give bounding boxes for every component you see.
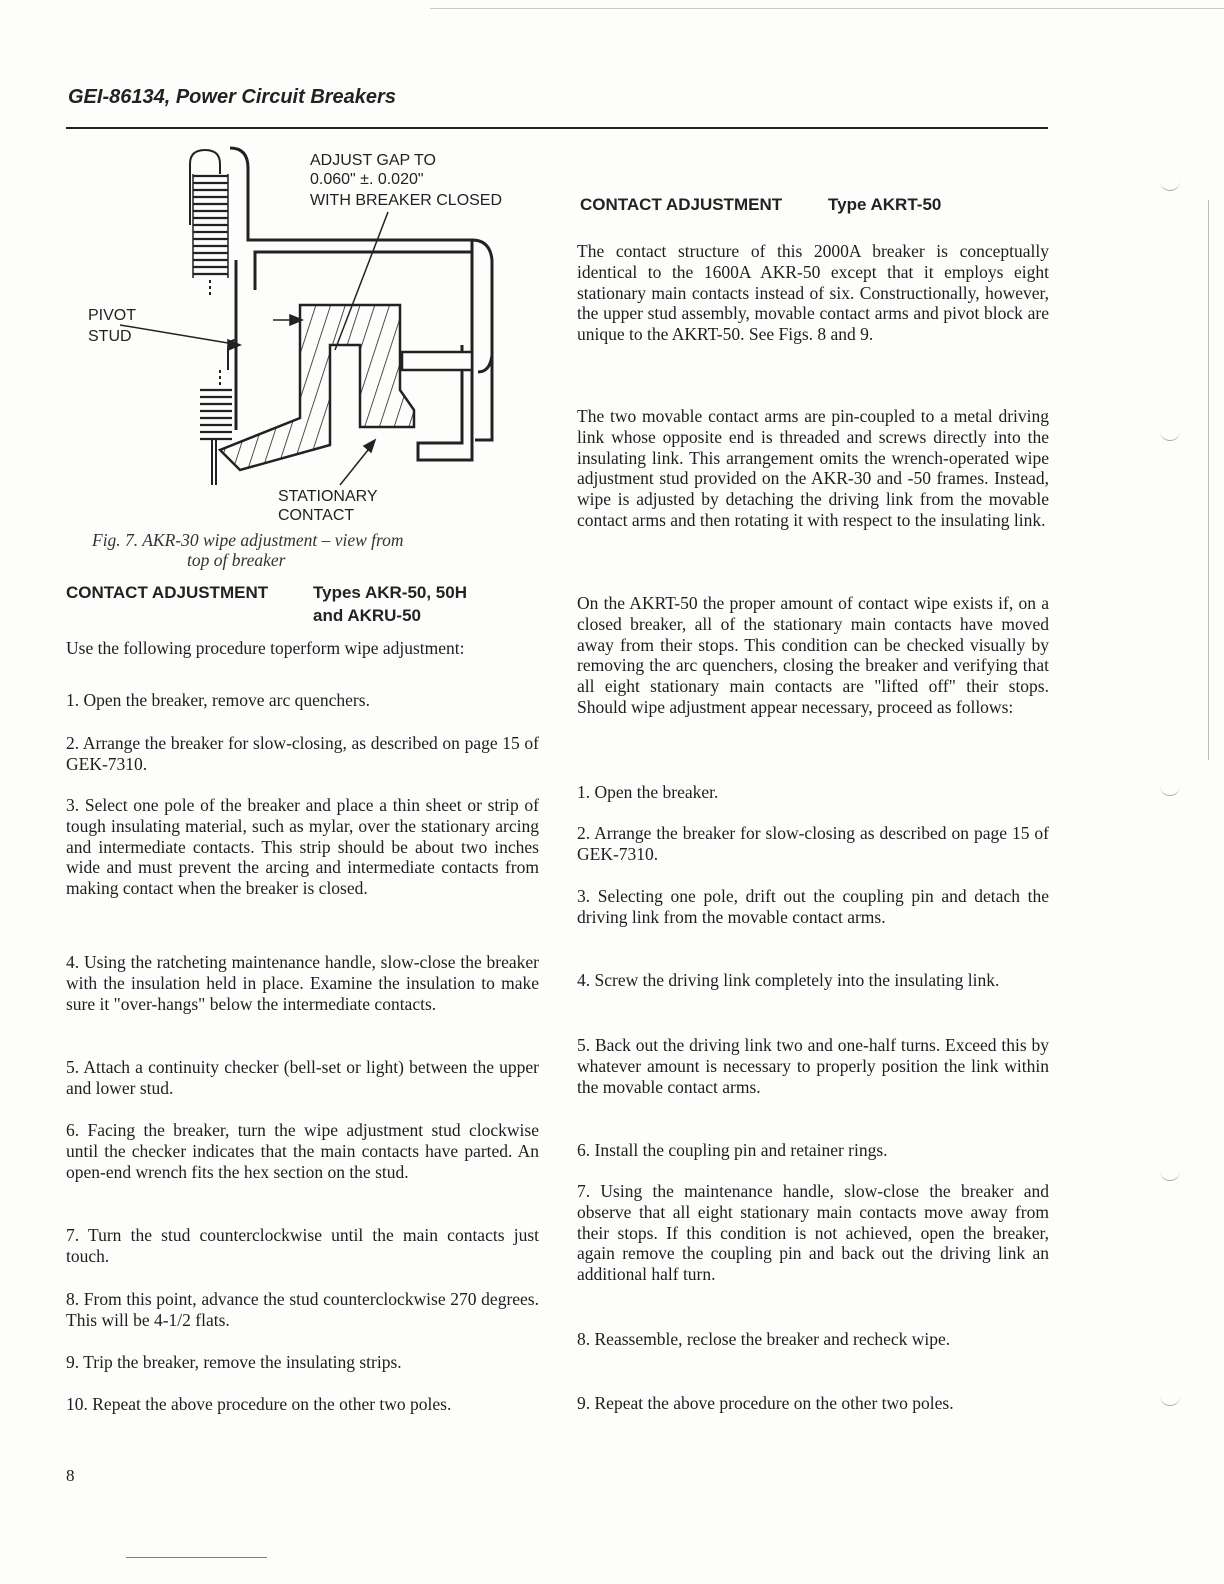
left-section-heading-label: CONTACT ADJUSTMENT <box>66 583 269 602</box>
lower-spring <box>200 340 236 485</box>
right-step-7: 7. Using the maintenance handle, slow-close the breaker and observe that all eight stationary main contacts move away from their stops. If this condition is not achieved, open the breaker, again remove the coupling pin and back out the driving link an additional half turn. <box>577 1181 1049 1285</box>
left-step-2: 2. Arrange the breaker for slow-closing, as described on page 15 of GEK-7310. <box>66 733 539 774</box>
label-adjust-gap: ADJUST GAP TO 0.060" ±. 0.020" WITH BREAKER CLOSED <box>310 152 503 209</box>
right-step-5: 5. Back out the driving link two and one-half turns. Exceed this by whatever amount is necessary to properly position the link within the movable contact arms. <box>577 1035 1049 1097</box>
left-step-7: 7. Turn the stud counterclockwise until the main contacts just touch. <box>66 1225 539 1266</box>
right-paragraph-1: The contact structure of this 2000A breaker is conceptually identical to the 1600A AKR-50 except that it employs eight stationary main contacts instead of six. Constructionally, however, the upper stud assembly, movable contact arms and pivot block are unique to the AKRT-50. See Figs. 8 and 9. <box>577 241 1049 345</box>
right-step-9: 9. Repeat the above procedure on the other two poles. <box>577 1393 954 1413</box>
left-step-1: 1. Open the breaker, remove arc quenchers. <box>66 690 370 710</box>
left-step-6: 6. Facing the breaker, turn the wipe adjustment stud clockwise until the checker indicates that the main contacts have parted. An open-end wrench fits the hex section on the stud. <box>66 1120 539 1182</box>
figure-caption <box>92 530 532 570</box>
left-step-3: 3. Select one pole of the breaker and place a thin sheet or strip of tough insulating material, such as mylar, over the stationary arcing and intermediate contacts. This strip should be about two inches wide and must prevent the arcing and intermediate contacts from making contact when the breaker is closed. <box>66 795 539 899</box>
top-edge-line <box>430 8 1224 9</box>
figure-akr30-wipe-adjustment <box>60 140 540 525</box>
edge-mark <box>1160 785 1180 796</box>
left-step-10: 10. Repeat the above procedure on the other two poles. <box>66 1394 452 1414</box>
left-step-9: 9. Trip the breaker, remove the insulating strips. <box>66 1352 402 1372</box>
edge-mark <box>1160 1170 1180 1181</box>
left-section-heading-types: Types AKR-50, 50H <box>313 583 467 602</box>
page-header: GEI-86134, Power Circuit Breakers <box>68 86 396 108</box>
right-section-heading-types: Type AKRT-50 <box>828 195 942 214</box>
right-paragraph-2: The two movable contact arms are pin-coupled to a metal driving link whose opposite end is threaded and screws directly into the insulating link. This arrangement omits the wrench-operated wipe adjustment stud provided on the AKR-30 and -50 frames. Instead, wipe is adjusted by detaching the driving link from the movable contact arms and then rotating it with respect to the insulating link. <box>577 406 1049 530</box>
edge-mark <box>1160 430 1180 441</box>
header-rule <box>66 127 1048 129</box>
right-step-6: 6. Install the coupling pin and retainer rings. <box>577 1140 888 1160</box>
label-pivot-stud: PIVOT STUD <box>88 307 136 345</box>
scan-edge-line <box>1208 200 1209 760</box>
label-stationary-contact: STATIONARY CONTACT <box>278 488 378 524</box>
left-step-4: 4. Using the ratcheting maintenance handle, slow-close the breaker with the insulation held in place. Examine the insulation to make sure it "over-hangs" below the intermediate contacts. <box>66 952 539 1014</box>
right-section-heading-label: CONTACT ADJUSTMENT <box>580 195 783 214</box>
pivot-block <box>220 305 472 470</box>
caption-line-2: top of breaker <box>187 550 286 570</box>
right-step-2: 2. Arrange the breaker for slow-closing as described on page 15 of GEK-7310. <box>577 823 1049 864</box>
right-step-4: 4. Screw the driving link completely into the insulating link. <box>577 970 1000 990</box>
edge-mark <box>1160 180 1180 191</box>
upper-spring <box>190 150 228 295</box>
right-step-8: 8. Reassemble, reclose the breaker and recheck wipe. <box>577 1329 951 1349</box>
page-number: 8 <box>66 1466 75 1485</box>
footer-blue-line <box>126 1557 267 1558</box>
edge-mark <box>1160 1395 1180 1406</box>
right-step-3: 3. Selecting one pole, drift out the coupling pin and detach the driving link from the movable contact arms. <box>577 886 1049 927</box>
caption-line-1: Fig. 7. AKR-30 wipe adjustment – view from <box>92 530 404 550</box>
left-step-8: 8. From this point, advance the stud counterclockwise 270 degrees. This will be 4-1/2 flats. <box>66 1289 539 1330</box>
right-step-1: 1. Open the breaker. <box>577 782 719 802</box>
left-paragraph: Use the following procedure toperform wipe adjustment: <box>66 638 465 658</box>
left-step-5: 5. Attach a continuity checker (bell-set or light) between the upper and lower stud. <box>66 1057 539 1098</box>
left-section-heading-types-2: and AKRU-50 <box>313 606 421 625</box>
right-paragraph-3: On the AKRT-50 the proper amount of contact wipe exists if, on a closed breaker, all of the stationary main contacts have moved away from their stops. This condition can be checked visually by removing the arc quenchers, closing the breaker and verifying that all eight stationary main contacts are "lifted off" their stops. Should wipe adjustment appear necessary, proceed as follows: <box>577 593 1049 717</box>
